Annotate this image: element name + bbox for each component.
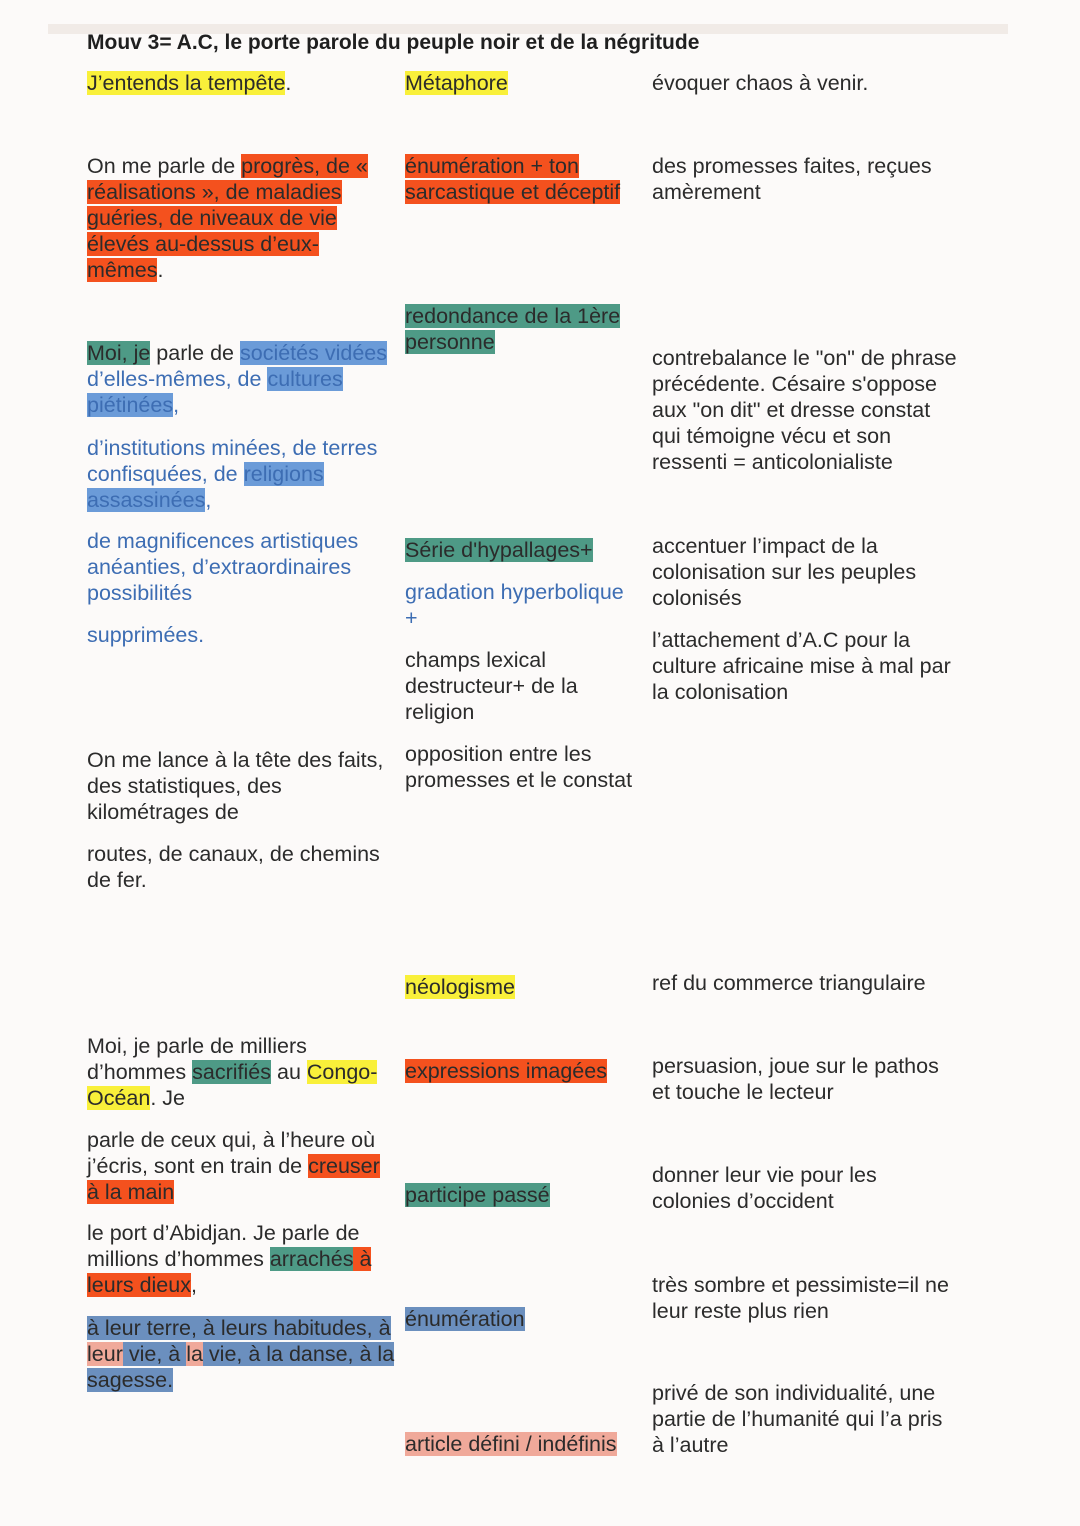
quote-tempete: J’entends la tempête. [87, 71, 292, 95]
quote-abidjan: le port d’Abidjan. Je parle de millions d’hommes arrachés à leurs dieux, [87, 1221, 372, 1297]
quote-progres: On me parle de progrès, de « réalisations », de maladies guéries, de niveaux de vie élevés au-dessus d’eux- mêmes. [87, 154, 368, 282]
quote-routes: routes, de canaux, de chemins de fer. [87, 842, 380, 892]
figure-metaphore [405, 70, 508, 96]
quote-supprimees: supprimées. [87, 623, 205, 647]
effect-sombre: très sombre et pessimiste=il ne leur reste plus rien [652, 1273, 949, 1323]
figure-gradation: gradation hyperbolique + [405, 580, 624, 630]
effect-promesses: des promesses faites, reçues amèrement [652, 154, 932, 204]
highlight: Métaphore [405, 71, 508, 95]
quote-institutions: d’institutions minées, de terres confisquées, de religions assassinées, [87, 436, 378, 512]
effect-donner: donner leur vie pour les colonies d’occident [652, 1163, 877, 1213]
quote-statistiques: On me lance à la tête des faits, des statistiques, des kilométrages de [87, 748, 384, 824]
figure-hypallages: Série d'hypallages+ [405, 538, 593, 562]
quote-milliers: Moi, je parle de milliers d’hommes sacrifiés au Congo- Océan. Je [87, 1034, 378, 1110]
figure-neologisme: néologisme [405, 975, 515, 999]
page-title: Mouv 3= A.C, le porte parole du peuple noir et de la négritude [87, 31, 700, 54]
effect-persuasion: persuasion, joue sur le pathos et touche le lecteur [652, 1054, 939, 1104]
figure-expressions: expressions imagées [405, 1059, 607, 1083]
figure-article: article défini / indéfinis [405, 1432, 617, 1456]
effect-impact: accentuer l’impact de la colonisation sur les peuples colonisés [652, 534, 917, 610]
figure-champs-lexical: champs lexical destructeur+ de la religion [405, 648, 578, 724]
highlight: J’entends la tempête [87, 71, 286, 95]
figure-enumeration: énumération [405, 1307, 525, 1331]
effect-commerce: ref du commerce triangulaire [652, 971, 926, 995]
quote-terre: à leur terre, à leurs habitudes, à leur vie, à la vie, à la danse, à la sagesse. [87, 1316, 395, 1392]
quote-societes: Moi, je parle de sociétés vidées d’elles-mêmes, de cultures piétinées, [87, 341, 387, 417]
quote-magnificences: de magnificences artistiques anéanties, d’extraordinaires possibilités [87, 529, 359, 605]
effect-contrebalance: contrebalance le "on" de phrase précédente. Césaire s'oppose aux "on dit" et dresse constat qui témoigne vécu et son ressenti = anticolonialiste [652, 346, 957, 474]
figure-participe: participe passé [405, 1183, 550, 1207]
effect-attachement: l’attachement d’A.C pour la culture africaine mise à mal par la colonisation [652, 628, 951, 704]
quote-creuser: parle de ceux qui, à l’heure où j’écris, sont en train de creuser à la main [87, 1128, 380, 1204]
figure-opposition: opposition entre les promesses et le constat [405, 742, 633, 792]
figure-redondance: redondance de la 1ère personne [405, 304, 621, 354]
figure-enumeration-ton: énumération + ton sarcastique et déceptif [405, 154, 621, 204]
effect-individualite: privé de son individualité, une partie de l’humanité qui l’a pris à l’autre [652, 1381, 943, 1457]
effect-chaos: évoquer chaos à venir. [652, 71, 869, 95]
